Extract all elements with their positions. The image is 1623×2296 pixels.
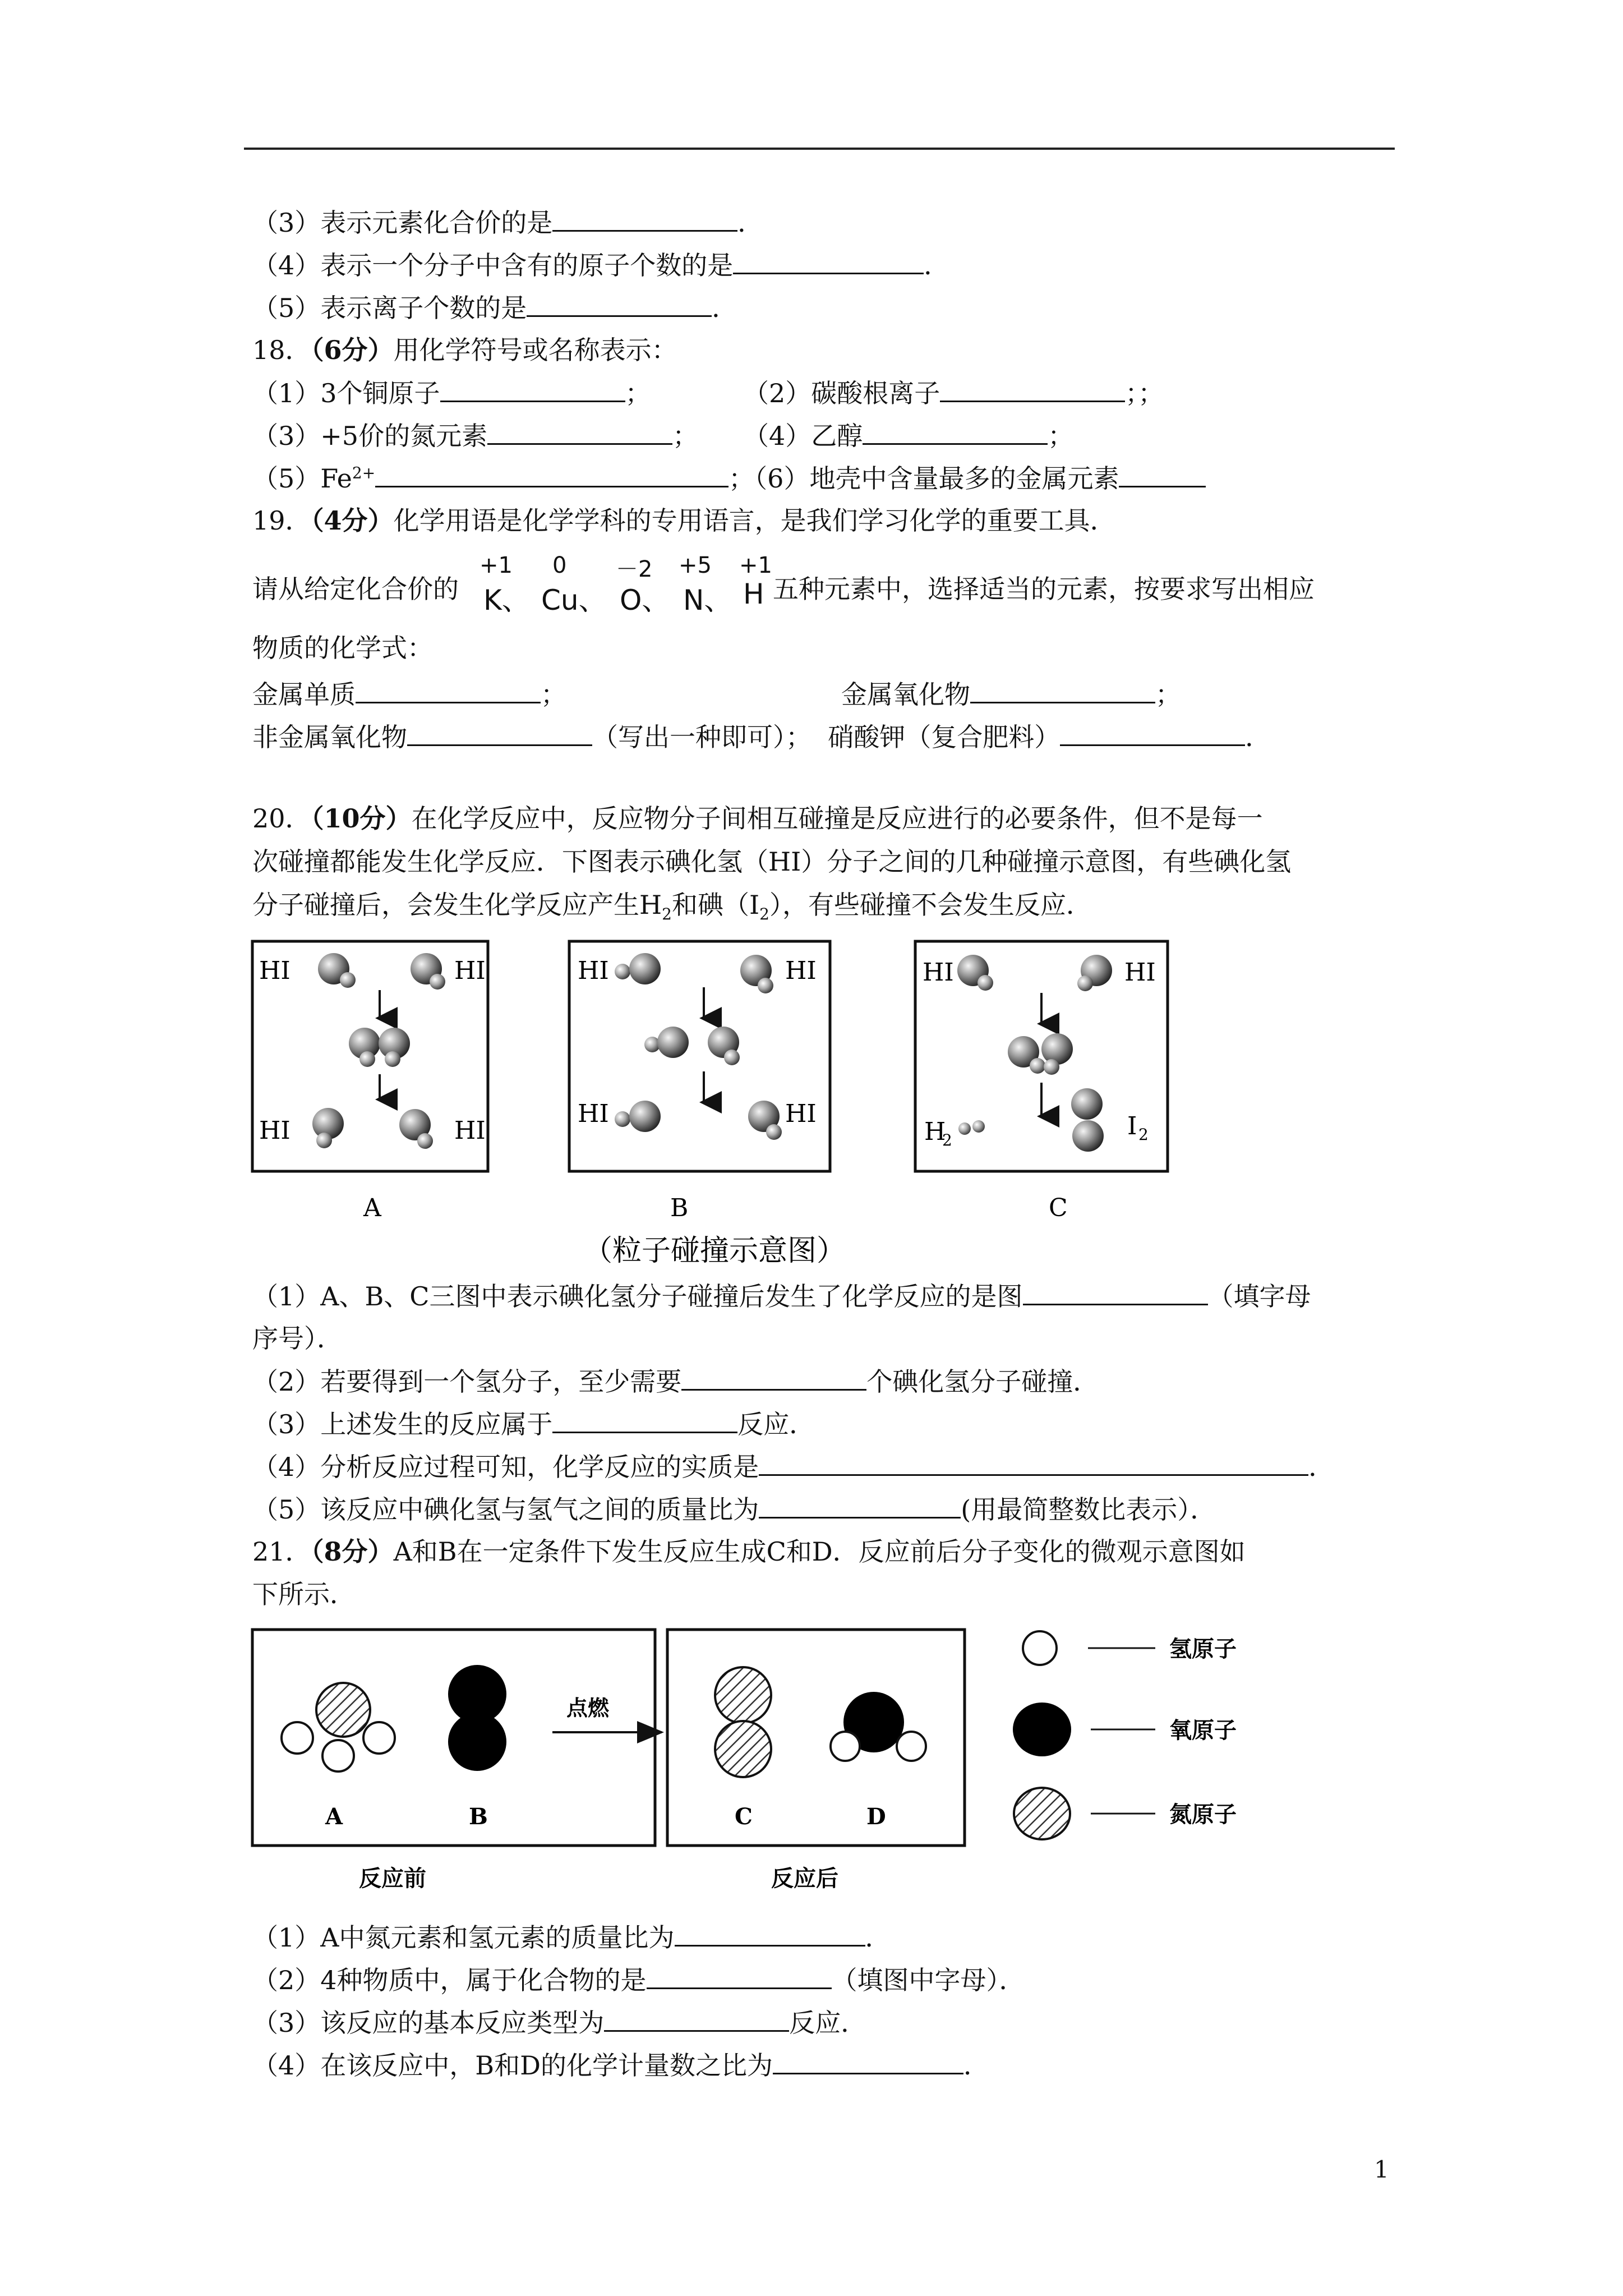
element-o: O、 bbox=[620, 584, 670, 616]
svg-text:D: D bbox=[866, 1803, 886, 1830]
q18-item2: （2）碳酸根离子 ；； bbox=[743, 376, 1164, 410]
page-number: 1 bbox=[1374, 2156, 1389, 2183]
q19-answer1: 金属单质 ； bbox=[252, 677, 566, 711]
svg-text:2: 2 bbox=[1138, 1125, 1149, 1144]
svg-text:氢原子: 氢原子 bbox=[1169, 1636, 1237, 1662]
q17-item3: （3）表示元素化合价的是 ． bbox=[252, 205, 763, 240]
q19-stem: 19．（4分）化学用语是化学学科的专用语言，是我们学习化学的重要工具． bbox=[252, 505, 1116, 536]
svg-text:HI: HI bbox=[259, 1116, 291, 1145]
valence-n: +5 bbox=[679, 553, 712, 578]
svg-text:HI: HI bbox=[785, 1099, 817, 1128]
valence-k: +1 bbox=[479, 553, 513, 578]
q20-sub2: （2）若要得到一个氢分子，至少需要 个碘化氢分子碰撞． bbox=[252, 1364, 1099, 1398]
q18-stem: 18．（6分）用化学符号或名称表示： bbox=[252, 335, 677, 365]
q18-item5-6: $(5)Fe^{2+}$ ；（6）地壳中含量最多的金属元素 bbox=[252, 461, 1206, 495]
svg-text:HI: HI bbox=[578, 1099, 609, 1128]
valence-o: －2 bbox=[616, 556, 653, 582]
q18-item1: （1）3个铜原子 ； bbox=[252, 376, 651, 410]
q20-sub1: （1）A、B、C三图中表示碘化氢分子碰撞后发生了化学反应的是图 （填字母 bbox=[252, 1279, 1311, 1313]
q20-sub5: （5）该反应中碘化氢与氢气之间的质量比为 (用最简整数比表示）． bbox=[252, 1492, 1216, 1526]
q19-line2a: 请从给定化合价的 bbox=[252, 574, 459, 604]
q19-line2b: 五种元素中，选择适当的元素，按要求写出相应 bbox=[773, 574, 1315, 604]
svg-text:HI: HI bbox=[454, 956, 486, 985]
fig-label-b: B bbox=[670, 1194, 689, 1222]
q20-line2: 次碰撞都能发生化学反应．下图表示碘化氢（HI）分子之间的几种碰撞示意图，有些碘化氢 bbox=[252, 846, 1292, 877]
element-n: N、 bbox=[683, 584, 732, 616]
q17-item5: （5）表示离子个数的是 ． bbox=[252, 291, 737, 325]
fig-label-c: C bbox=[1049, 1194, 1068, 1222]
svg-text:点燃: 点燃 bbox=[566, 1695, 610, 1720]
fig-caption: （粒子碰撞示意图） bbox=[583, 1234, 846, 1268]
collision-box-b bbox=[569, 941, 830, 1171]
svg-text:H: H bbox=[924, 1117, 946, 1146]
q20-line3: 分子碰撞后，会发生化学反应产生$H_2$和碘$(I_2)$，有些碰撞不会发生反应． bbox=[252, 890, 1092, 924]
element-cu: Cu、 bbox=[541, 584, 607, 616]
valence-cu: 0 bbox=[552, 553, 567, 578]
element-k: K、 bbox=[483, 584, 530, 616]
q19-answer3-4: 非金属氧化物 （写出一种即可）； 硝酸钾（复合肥料） ． bbox=[252, 720, 1271, 754]
q21-sub3: （3）该反应的基本反应类型为 反应． bbox=[252, 2005, 866, 2040]
q21-line1: 21．（8分）A和B在一定条件下发生反应生成C和D．反应前后分子变化的微观示意图如 bbox=[252, 1536, 1246, 1567]
q21-line2: 下所示． bbox=[252, 1579, 356, 1609]
reaction-figure bbox=[252, 1630, 1237, 1892]
collision-box-c bbox=[915, 941, 1168, 1171]
svg-text:氧原子: 氧原子 bbox=[1169, 1717, 1237, 1743]
q19-line3: 物质的化学式： bbox=[252, 633, 433, 663]
valence-h: +1 bbox=[739, 553, 772, 578]
fig-label-a: A bbox=[363, 1194, 381, 1222]
svg-text:反应后: 反应后 bbox=[771, 1865, 838, 1892]
q21-sub4: （4）在该反应中，B和D的化学计量数之比为 ． bbox=[252, 2048, 989, 2082]
q20-line1: 20．（10分）在化学反应中，反应物分子间相互碰撞是反应进行的必要条件，但不是每一 bbox=[252, 803, 1263, 834]
svg-text:HI: HI bbox=[454, 1116, 486, 1145]
element-h: H bbox=[743, 578, 764, 610]
q18-item4: （4）乙醇 ； bbox=[743, 418, 1073, 453]
q20-sub1-cont: 序号）． bbox=[252, 1323, 343, 1354]
q21-sub1: （1）A中氮元素和氢元素的质量比为 ． bbox=[252, 1920, 891, 1954]
svg-text:2: 2 bbox=[942, 1131, 952, 1149]
svg-text:A: A bbox=[325, 1803, 343, 1830]
svg-text:C: C bbox=[735, 1803, 753, 1830]
collision-box-a bbox=[252, 941, 488, 1171]
svg-text:I: I bbox=[1127, 1112, 1137, 1140]
svg-text:HI: HI bbox=[1124, 958, 1156, 987]
q20-sub3: （3）上述发生的反应属于 反应． bbox=[252, 1407, 815, 1441]
svg-text:HI: HI bbox=[259, 956, 291, 985]
q18-item3: （3）+5价的氮元素 ； bbox=[252, 418, 698, 453]
q20-sub4: （4）分析反应过程可知，化学反应的实质是 ． bbox=[252, 1450, 1334, 1484]
svg-text:氮原子: 氮原子 bbox=[1169, 1801, 1237, 1828]
q17-item4: （4）表示一个分子中含有的原子个数的是 ． bbox=[252, 248, 949, 282]
svg-text:B: B bbox=[469, 1803, 488, 1830]
q21-sub2: （2）4种物质中，属于化合物的是 （填图中字母）． bbox=[252, 1963, 1025, 1997]
svg-text:反应前: 反应前 bbox=[359, 1865, 426, 1892]
svg-text:HI: HI bbox=[578, 956, 609, 985]
q19-answer2: 金属氧化物 ； bbox=[841, 677, 1181, 711]
svg-text:HI: HI bbox=[785, 956, 817, 985]
svg-text:HI: HI bbox=[923, 958, 954, 987]
